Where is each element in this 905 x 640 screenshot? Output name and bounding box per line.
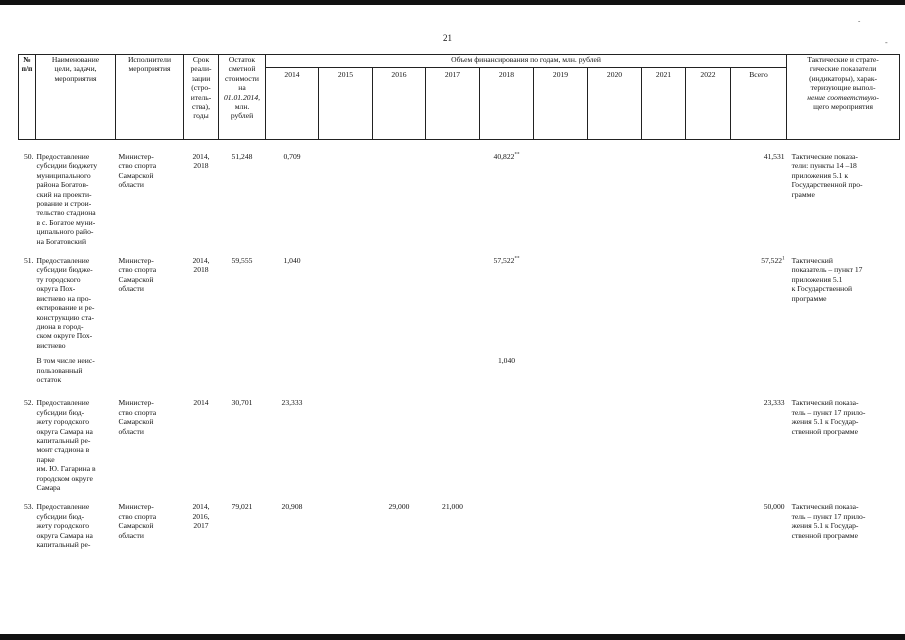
row-spacer — [19, 384, 900, 398]
row-year-value: 20,908 — [281, 502, 303, 512]
row-year-value — [588, 152, 642, 246]
row-name: Предоставление субсидии бюдже- ту городского округа Пох- вистнево на про- ектирование и ре- конструкцию ста- диона в город- ском округе Пох- вистнево — [36, 256, 95, 350]
row-term: 2014 — [193, 398, 209, 408]
row-total — [731, 398, 787, 492]
row-executor: Министер- ство спорта Самарской области — [118, 256, 157, 294]
row-spacer — [19, 140, 900, 153]
row-total — [731, 152, 787, 246]
row-year-value — [426, 398, 480, 492]
row-year-value — [588, 502, 642, 549]
row-year-value — [642, 502, 686, 549]
row-year-value — [319, 356, 373, 384]
header-indicators — [787, 55, 900, 140]
header-executor: Исполнители мероприятия — [116, 55, 184, 140]
row-year-value-text: 1,040 — [497, 356, 516, 366]
row-year-value — [373, 356, 426, 384]
row-spacer — [19, 246, 900, 256]
row-year-value — [534, 502, 588, 549]
row-total-text: 41,531 — [763, 152, 785, 161]
row-year-value — [642, 356, 686, 384]
row-year-value — [373, 398, 426, 492]
table-row — [19, 502, 900, 549]
header-year: 2021 — [642, 68, 686, 140]
row-total-text: 23,333 — [763, 398, 785, 408]
row-year-value — [319, 398, 373, 492]
header-year: 2014 — [266, 68, 319, 140]
header-total: Всего — [731, 68, 787, 140]
row-indicators: Тактические показа- тели: пункты 14 –18 приложения 5.1 к Государственной про- грамме — [791, 152, 863, 199]
row-term: 2014, 2018 — [192, 152, 210, 171]
table-body — [19, 140, 900, 550]
header-row — [19, 55, 900, 68]
row-year-footnote: ** — [514, 256, 520, 262]
header-financing-title: Объем финансирования по годам, млн. рублей — [266, 55, 787, 68]
header-remaining-cost-a: Остаток сметной стоимости на — [225, 55, 259, 93]
row-indicators — [787, 356, 900, 384]
row-year-value — [480, 502, 534, 549]
row-name: В том числе неис- пользованный остаток — [36, 356, 95, 384]
header-name: Наименование цели, задачи, мероприятия — [36, 55, 116, 140]
row-executor: Министер- ство спорта Самарской области — [118, 502, 157, 540]
row-year-value — [534, 152, 588, 246]
row-year-value — [319, 256, 373, 350]
row-year-value-text: 57,522 — [493, 256, 515, 266]
row-term — [184, 356, 219, 384]
scan-mark: - — [885, 38, 888, 47]
table-row — [19, 152, 900, 246]
row-number: 50. — [24, 152, 34, 161]
row-year-value: 21,000 — [442, 502, 463, 512]
row-remaining-cost: 51,248 — [231, 152, 253, 161]
row-number: 53. — [24, 502, 34, 512]
row-year-value-text: 40,822 — [493, 152, 515, 161]
row-year-footnote: ** — [514, 152, 520, 158]
row-total — [731, 502, 787, 549]
row-year-value — [426, 152, 480, 246]
row-year-value — [319, 502, 373, 549]
table-row — [19, 398, 900, 492]
header-indicators-a: Тактические и страте- гические показатели (индикаторы), харак- теризующие выпол- — [807, 55, 879, 93]
row-year-value — [534, 356, 588, 384]
top-border — [0, 0, 905, 5]
row-remaining-cost: 30,701 — [231, 398, 253, 408]
row-year-value — [642, 398, 686, 492]
row-term: 2014, 2016, 2017 — [192, 502, 210, 531]
row-year-value — [480, 256, 534, 350]
header-remaining-cost — [219, 55, 266, 140]
row-indicators: Тактический показатель – пункт 17 приложения 5.1 к Государственной программе — [791, 256, 863, 303]
header-year: 2020 — [588, 68, 642, 140]
table-row — [19, 256, 900, 350]
row-total-text: 57,522 — [761, 256, 783, 266]
header-indicators-b: нение соответствую- — [807, 92, 879, 102]
row-number: 52. — [24, 398, 34, 408]
row-name: Предоставление субсидии бюд- жету городского округа Самара на капитальный ре- — [36, 502, 93, 550]
header-term: Срок реали- зации (стро- итель- ства), годы — [184, 55, 219, 140]
row-remaining-cost — [219, 356, 266, 384]
header-indicators-c: щего мероприятия — [813, 102, 874, 112]
row-year-value: 29,000 — [388, 502, 410, 512]
header-year: 2017 — [426, 68, 480, 140]
table-row — [19, 356, 900, 384]
row-indicators: Тактический показа- тель – пункт 17 прило- жения 5.1 к Государ- ственной программе — [791, 502, 866, 540]
row-year-value — [480, 152, 534, 246]
row-year-value — [588, 256, 642, 350]
row-year-value — [642, 256, 686, 350]
row-total-text: 50,000 — [763, 502, 785, 512]
row-number: 51. — [24, 256, 34, 266]
row-total — [731, 256, 787, 350]
row-name: Предоставление субсидии бюд- жету городского округа Самара на капитальный ре- монт стадиона в парке им. Ю. Гагарина в городском округе Самара — [36, 398, 96, 492]
bottom-border — [0, 634, 905, 640]
row-term: 2014, 2018 — [192, 256, 210, 275]
header-remaining-cost-unit: млн. рублей — [230, 102, 254, 121]
row-spacer — [19, 492, 900, 502]
header-number: № п/п — [19, 55, 36, 140]
row-year-value: 1,040 — [283, 256, 301, 266]
row-year-value — [426, 356, 480, 384]
row-year-value — [534, 256, 588, 350]
row-year-value — [686, 356, 731, 384]
header-year: 2022 — [686, 68, 731, 140]
row-year-value — [642, 152, 686, 246]
row-year-value — [426, 256, 480, 350]
row-executor: Министер- ство спорта Самарской области — [118, 152, 157, 190]
header-year: 2016 — [373, 68, 426, 140]
row-year-value — [686, 256, 731, 350]
row-year-value — [480, 398, 534, 492]
row-year-value — [266, 356, 319, 384]
row-indicators: Тактический показа- тель – пункт 17 прило- жения 5.1 к Государ- ственной программе — [791, 398, 866, 436]
row-year-value: 0,709 — [283, 152, 301, 161]
row-remaining-cost: 79,021 — [231, 502, 253, 512]
row-year-value — [686, 502, 731, 549]
row-total-footnote: 1 — [782, 256, 785, 262]
row-year-value — [373, 152, 426, 246]
header-year: 2019 — [534, 68, 588, 140]
row-total — [731, 356, 787, 384]
row-remaining-cost: 59,555 — [231, 256, 253, 266]
row-year-value — [686, 398, 731, 492]
header-year: 2015 — [319, 68, 373, 140]
row-year-value: 23,333 — [281, 398, 303, 408]
financing-table — [18, 54, 900, 549]
header-remaining-cost-date: 01.01.2014, — [223, 92, 261, 102]
row-year-value — [480, 356, 534, 384]
row-executor — [116, 356, 184, 384]
row-year-value — [588, 398, 642, 492]
page-number: 21 — [443, 33, 452, 43]
row-year-value — [319, 152, 373, 246]
row-name: Предоставление субсидии бюджету муниципального района Богатов- ский на проекти- рование и строи- тельство стадиона в с. Богатое муни- ципального райо- на Богатовский — [36, 152, 98, 246]
row-year-value — [588, 356, 642, 384]
row-year-value — [373, 256, 426, 350]
row-year-value — [686, 152, 731, 246]
row-executor: Министер- ство спорта Самарской области — [118, 398, 157, 436]
row-year-value — [534, 398, 588, 492]
row-number — [19, 356, 36, 384]
scan-mark: - — [858, 17, 861, 25]
header-year: 2018 — [480, 68, 534, 140]
